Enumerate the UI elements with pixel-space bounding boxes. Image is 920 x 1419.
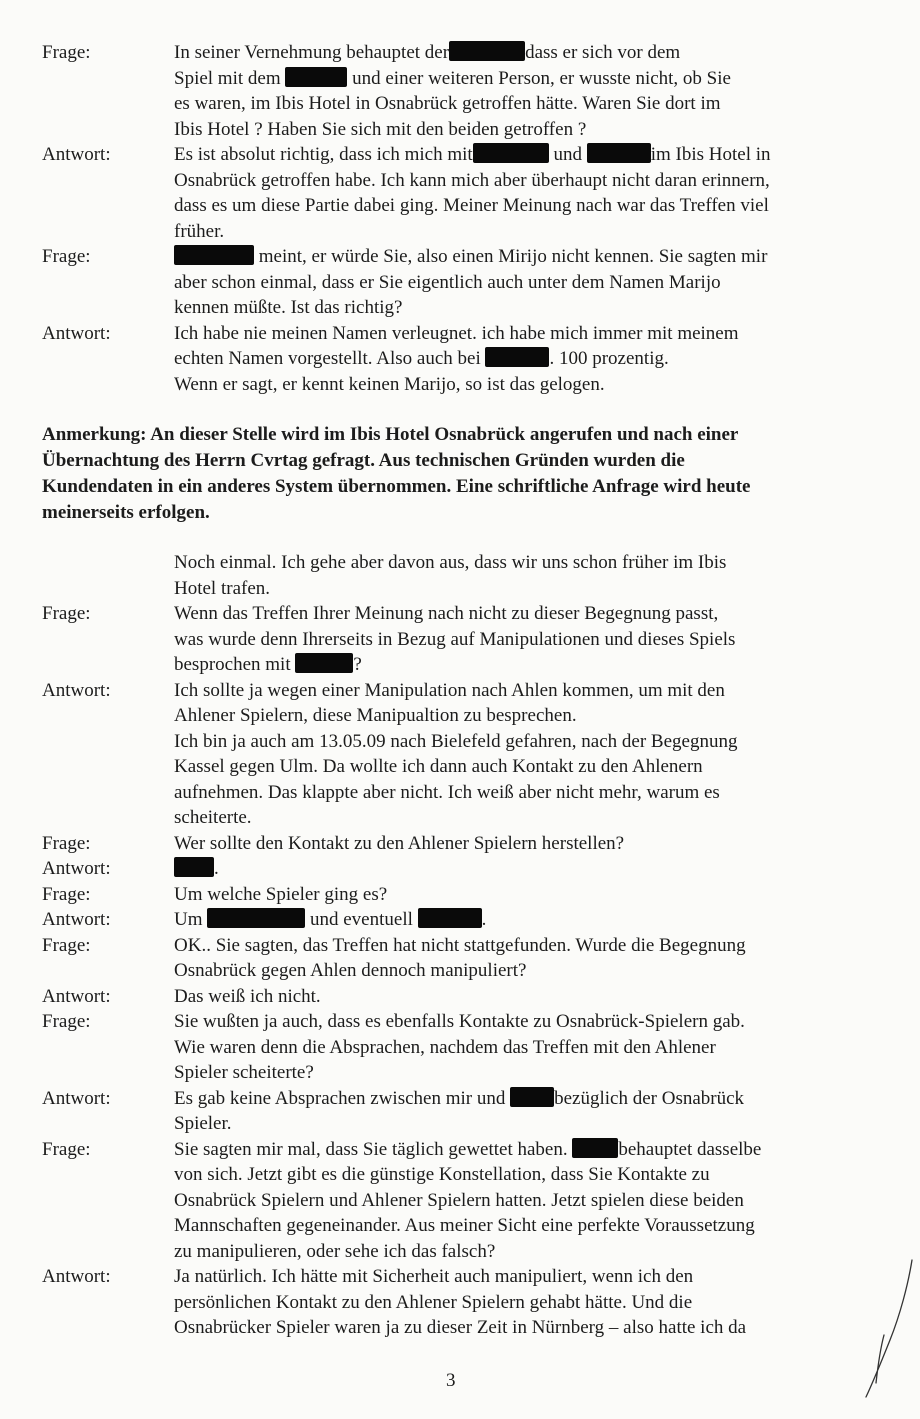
redaction-box — [418, 908, 482, 928]
question-4-text: Wer sollte den Kontakt zu den Ahlener Spielern herstellen? — [174, 832, 625, 854]
redaction-box — [485, 347, 549, 367]
answer-7-text: Es gab keine Absprachen zwischen mir und bezüglich der Osnabrück Spieler. — [174, 1087, 745, 1134]
answer-3 — [0, 678, 920, 831]
redaction-box — [572, 1138, 618, 1158]
question-5-text: Um welche Spieler ging es? — [174, 883, 388, 905]
question-6 — [0, 933, 920, 984]
question-8-text: Sie sagten mir mal, dass Sie täglich gewettet haben. behauptet dasselbe von sich. Jetzt gibt es die günstige Konstellation, dass Sie Kontakte zu Osnabrück Spielern und Ahlener Spielern hatten. Jetzt spielen diese beiden Mannschaften gegeneinander. Aus meiner Sicht eine perfekte Voraussetzung zu manipulieren, oder sehe ich das falsch? — [174, 1138, 762, 1262]
answer-1-text: Es ist absolut richtig, dass ich mich mit und im Ibis Hotel in Osnabrück getroffen habe. Ich kann mich aber überhaupt nicht daran erinnern, dass es um diese Partie dabei ging. Meiner Meinung nach war das Treffen viel früher. — [174, 144, 771, 242]
answer-2-text: Ich habe nie meinen Namen verleugnet. ich habe mich immer mit meinem echten Namen vorgestellt. Also auch bei . 100 prozentig. Wenn er sagt, er kennt keinen Marijo, so ist das gelogen. — [174, 322, 739, 395]
continuation-text: Noch einmal. Ich gehe aber davon aus, dass wir uns schon früher im Ibis Hotel trafen. — [174, 552, 727, 599]
question-1-text: In seiner Vernehmung behauptet der dass er sich vor dem Spiel mit dem und einer weiteren Person, er wusste nicht, ob Sie es waren, im Ibis Hotel in Osnabrück getroffen hätte. Waren Sie dort im Ibis Hotel ? Haben Sie sich mit den beiden getroffen ? — [174, 42, 731, 140]
section-2 — [0, 550, 920, 1341]
answer-7 — [0, 1086, 920, 1137]
question-8 — [0, 1137, 920, 1265]
question-7-text: Sie wußten ja auch, dass es ebenfalls Kontakte zu Osnabrück-Spielern gab. Wie waren denn die Absprachen, nachdem das Treffen mit den Ahlener Spieler scheiterte? — [174, 1011, 745, 1083]
antwort-label: Antwort: — [42, 679, 111, 701]
frage-label: Frage: — [42, 1138, 91, 1160]
frage-label: Frage: — [42, 42, 91, 63]
redaction-box — [207, 908, 305, 928]
answer-3-text: Ich sollte ja wegen einer Manipulation nach Ahlen kommen, um mit den Ahlener Spielern, diese Manipualtion zu besprechen. Ich bin ja auch am 13.05.09 nach Bielefeld gefahren, nach der Begegnung Kassel gegen Ulm. Da wollte ich dann auch Kontakt zu den Ahlenern aufnehmen. Das klappte aber nicht. Ich weiß aber nicht mehr, warum es scheiterte. — [174, 679, 738, 828]
question-1 — [0, 40, 920, 142]
answer-5-text: Um und eventuell . — [174, 909, 487, 930]
answer-8 — [0, 1264, 920, 1341]
frage-label: Frage: — [42, 1011, 91, 1032]
question-4 — [0, 831, 920, 857]
redaction-box — [174, 245, 254, 265]
antwort-label: Antwort: — [42, 144, 111, 165]
antwort-label: Antwort: — [42, 1087, 111, 1109]
frage-label: Frage: — [42, 603, 91, 624]
antwort-label: Antwort: — [42, 322, 111, 344]
page-number: 3 — [446, 1370, 456, 1391]
continuation — [0, 550, 920, 601]
answer-1 — [0, 142, 920, 244]
answer-6 — [0, 984, 920, 1010]
antwort-label: Antwort: — [42, 858, 111, 879]
answer-4-text: . — [174, 856, 874, 882]
antwort-label: Antwort: — [42, 985, 111, 1007]
redaction-box — [510, 1087, 554, 1107]
antwort-label: Antwort: — [42, 909, 111, 930]
frage-label: Frage: — [42, 246, 91, 267]
antwort-label: Antwort: — [42, 1266, 111, 1287]
answer-2 — [0, 321, 920, 398]
frage-label: Frage: — [42, 883, 91, 905]
frage-label: Frage: — [42, 832, 91, 854]
question-3 — [0, 601, 920, 678]
answer-5 — [0, 907, 920, 933]
redaction-box — [174, 857, 214, 877]
redaction-box — [449, 41, 525, 61]
redaction-box — [473, 143, 549, 163]
question-3-text: Wenn das Treffen Ihrer Meinung nach nicht zu dieser Begegnung passt, was wurde denn Ihrerseits in Bezug auf Manipulationen und dieses Spiels besprochen mit ? — [174, 603, 736, 675]
question-2-text: meint, er würde Sie, also einen Mirijo nicht kennen. Sie sagten mir aber schon einmal, dass er Sie eigentlich auch unter dem Namen Marijo kennen müßte. Ist das richtig? — [174, 246, 768, 318]
question-7 — [0, 1009, 920, 1086]
answer-4 — [0, 856, 920, 882]
redaction-box — [587, 143, 651, 163]
section-1 — [0, 40, 920, 397]
question-6-text: OK.. Sie sagten, das Treffen hat nicht stattgefunden. Wurde die Begegnung Osnabrück gegen Ahlen dennoch manipuliert? — [174, 934, 746, 981]
frage-label: Frage: — [42, 934, 91, 956]
remark-note: Anmerkung: An dieser Stelle wird im Ibis Hotel Osnabrück angerufen und nach einer Übernachtung des Herrn Cvrtag gefragt. Aus technischen Gründen wurden die Kundendaten in ein anderes System übernommen. Eine schriftliche Anfrage wird heute meinerseits erfolgen. — [42, 424, 751, 523]
answer-8-text: Ja natürlich. Ich hätte mit Sicherheit auch manipuliert, wenn ich den persönlichen Kontakt zu den Ahlener Spielern gehabt hätte. Und die Osnabrücker Spieler waren ja zu dieser Zeit in Nürnberg – also hatte ich da — [174, 1266, 747, 1338]
question-5 — [0, 882, 920, 908]
question-2 — [0, 244, 920, 321]
signature-stroke — [850, 1255, 920, 1405]
redaction-box — [295, 653, 353, 673]
redaction-box — [285, 67, 347, 87]
answer-6-text: Das weiß ich nicht. — [174, 985, 321, 1007]
